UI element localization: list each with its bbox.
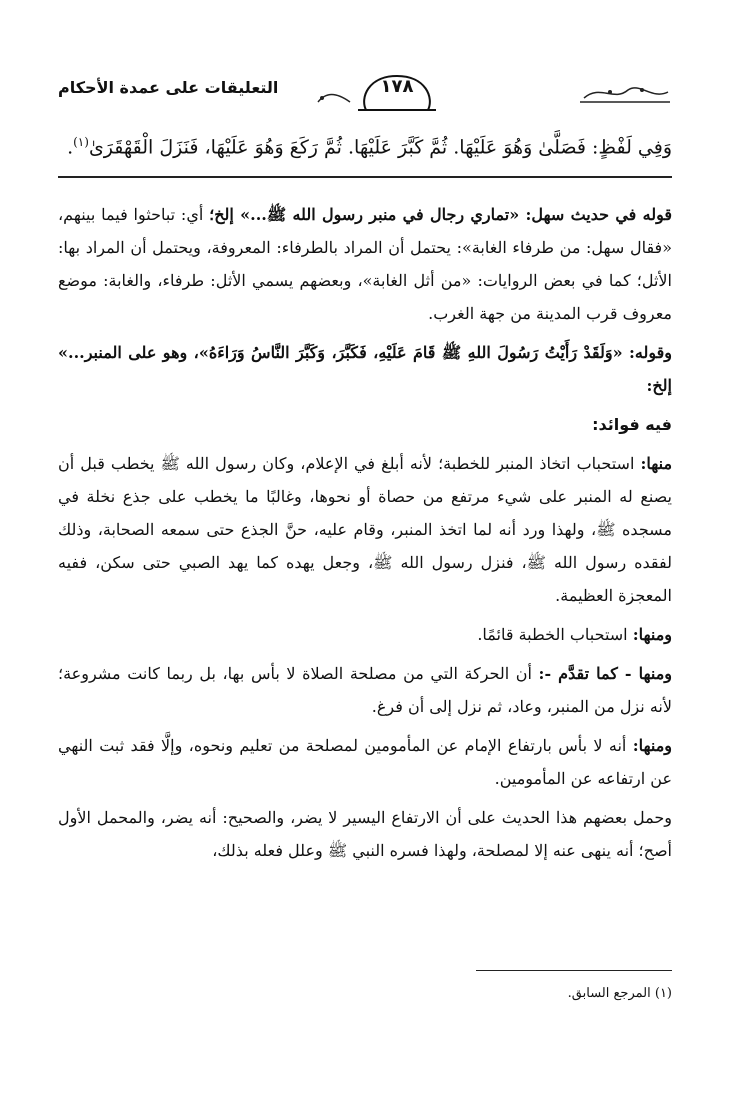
- hadith-text: وَفِي لَفْظٍ: فَصَلَّىٰ وَهُوَ عَلَيْهَا. ثُمَّ كَبَّرَ عَلَيْهَا. ثُمَّ رَكَعَ وَهُوَ عَلَيْهَا، فَنَزَلَ الْقَهْقَرَىٰ: [88, 136, 672, 159]
- hadith-end-mark: .: [67, 136, 74, 159]
- benefit-text: أن الحركة التي من مصلحة الصلاة لا بأس بها، بل ربما كانت مشروعة؛ لأنه نزل من المنبر، وعاد، ثم نزل إلى أن فرغ.: [58, 664, 672, 716]
- benefit-item: [58, 447, 672, 612]
- footnote-divider: [476, 970, 672, 971]
- commentary-body: [58, 198, 672, 873]
- paragraph-text: أي: تباحثوا فيما بينهم، «فقال سهل: من طرفاء الغابة»: يحتمل أن المراد بالطرفاء: المعروفة، ويحتمل أن المراد بها: الأثل؛ كما في بعض الروايات: «من أثل الغابة»، وبعضهم يسمي الأثل: طرفاء، والغابة: موضع معروف قرب المدينة من جهة الغرب.: [58, 205, 672, 323]
- benefit-item: [58, 618, 672, 651]
- paragraph-lead: قوله في حديث سهل: «تماري رجال في منبر رسول الله ﷺ...» إلخ؛: [209, 205, 673, 224]
- header-ornament-right-icon: [580, 80, 670, 106]
- benefit-lead: ومنها - كما تقدَّم -:: [538, 664, 673, 683]
- paragraph-minbar-quote: [58, 336, 672, 402]
- benefit-text: استحباب اتخاذ المنبر للخطبة؛ لأنه أبلغ في الإعلام، وكان رسول الله ﷺ يخطب قبل أن يصنع له المنبر على شيء مرتفع من حصاة أو نحوها، وغالبًا ما يخطب على جذع نخلة في مسجده ﷺ، ولهذا ورد أنه لما اتخذ المنبر، وقام عليه، حنَّ الجذع حتى سمعه الصحابة، وذلك لفقده رسول الله ﷺ، فنزل رسول الله ﷺ، وجعل يهده كما يهد الصبي حتى سكن، ففيه المعجزة العظيمة.: [58, 454, 673, 605]
- footnote-number: (١): [654, 986, 672, 1001]
- benefit-item: [58, 729, 672, 795]
- footnote-text: المرجع السابق.: [567, 986, 651, 1001]
- benefit-text: وحمل بعضهم هذا الحديث على أن الارتفاع اليسير لا يضر، والصحيح: أنه يضر، والمحمل الأول أصح؛ أنه ينهى عنه إلا لمصلحة، ولهذا فسره النبي ﷺ وعلل فعله بذلك،: [58, 808, 672, 860]
- paragraph-sahl-hadith: [58, 198, 672, 330]
- benefit-text: استحباب الخطبة قائمًا.: [477, 625, 633, 644]
- benefit-item: [58, 657, 672, 723]
- hadith-text-line: [58, 126, 672, 163]
- benefit-lead: منها:: [640, 454, 673, 473]
- paragraph-lead: وقوله: «وَلَقَدْ رَأَيْتُ رَسُولَ اللهِ ﷺ قَامَ عَلَيْهِ، فَكَبَّرَ، وَكَبَّرَ النَّاسُ وَرَاءَهُ»، وهو على المنبر...» إلخ:: [58, 343, 672, 395]
- page-number: ١٧٨: [380, 76, 414, 97]
- benefit-lead: ومنها:: [632, 736, 672, 755]
- page-header: [58, 66, 670, 118]
- footnote: [568, 986, 672, 1001]
- benefit-lead: ومنها:: [632, 625, 672, 644]
- footnote-marker: (١): [73, 135, 89, 149]
- header-divider: [58, 176, 672, 178]
- benefits-heading: فيه فوائد:: [592, 415, 672, 434]
- book-title: التعليقات على عمدة الأحكام: [58, 78, 279, 97]
- benefit-text: أنه لا بأس بارتفاع الإمام عن المأمومين لمصلحة من تعليم ونحوه، وإلَّا فقد ثبت النهي عن ارتفاعه عن المأمومين.: [58, 736, 672, 788]
- benefit-item: [58, 801, 672, 867]
- header-ornament-left-icon: [316, 88, 352, 108]
